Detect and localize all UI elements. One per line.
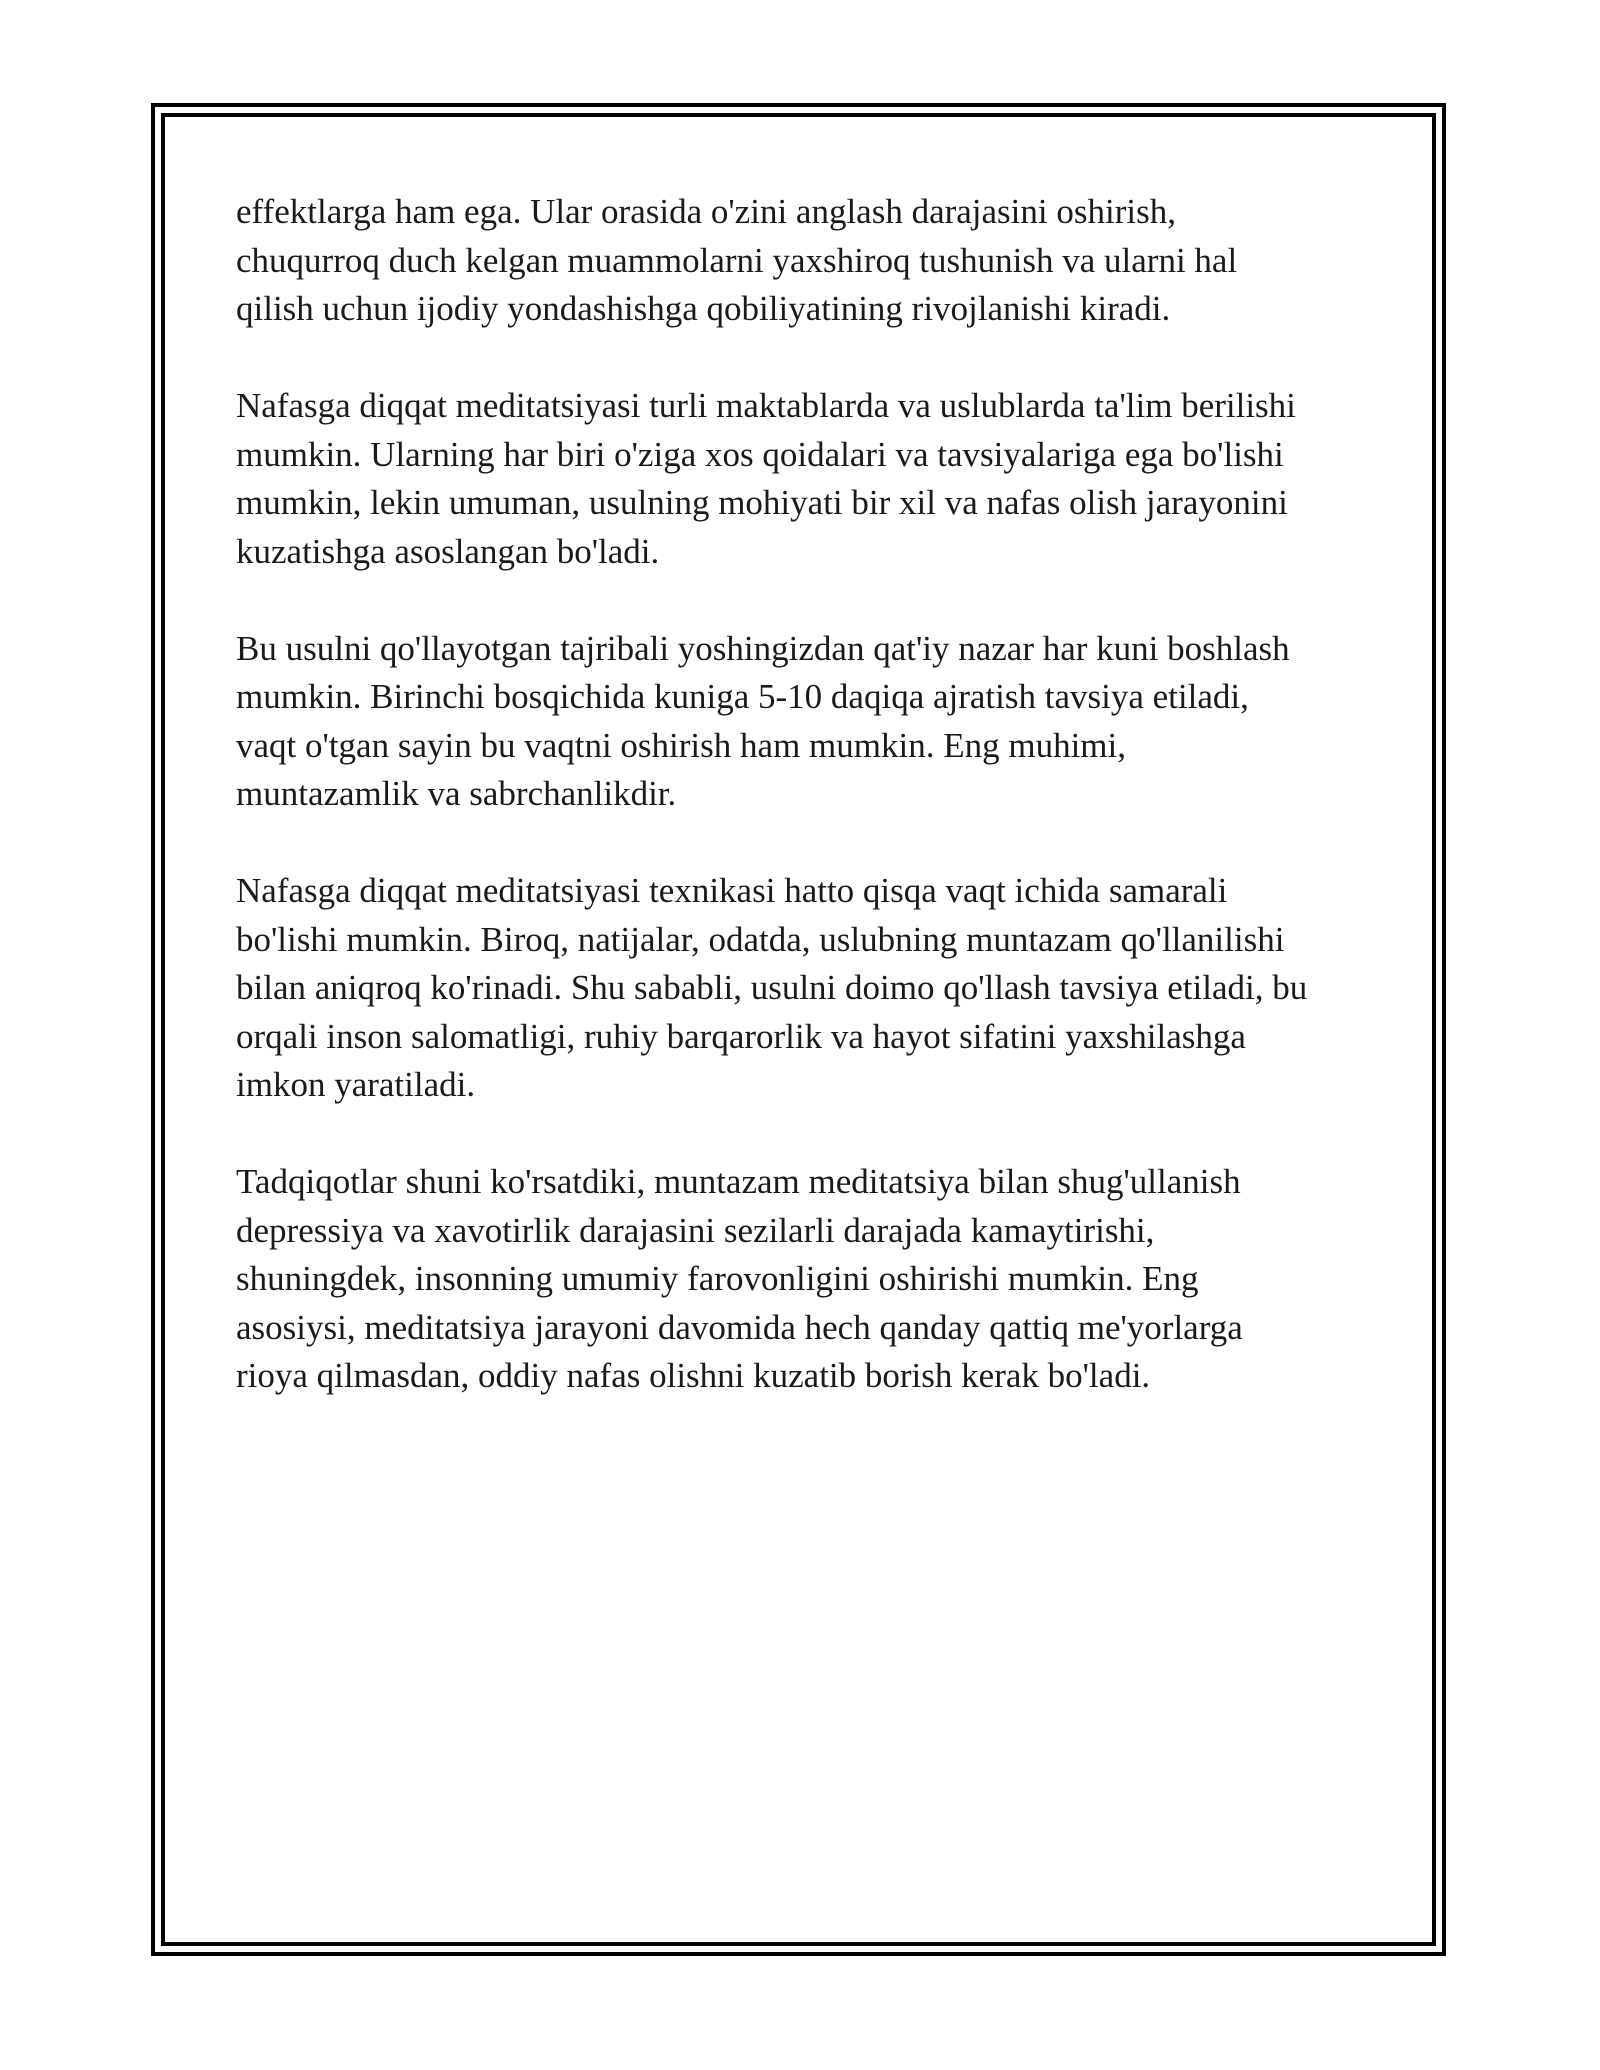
text-line: chuqurroq duch kelgan muammolarni yaxshiroq tushunish va ularni hal bbox=[236, 240, 1238, 280]
paragraph bbox=[236, 625, 1366, 819]
text-line: shuningdek, insonning umumiy farovonligini oshirishi mumkin. Eng bbox=[236, 1259, 1199, 1298]
text-line: Nafasga diqqat meditatsiyasi texnikasi hatto qisqa vaqt ichida samarali bbox=[236, 871, 1228, 910]
text-line: mumkin. Birinchi bosqichida kuniga 5-10 daqiqa ajratish tavsiya etiladi, bbox=[236, 677, 1249, 716]
text-line: Bu usulni qo'llayotgan tajribali yoshingizdan qat'iy nazar har kuni boshlash bbox=[236, 628, 1290, 668]
paragraph bbox=[236, 382, 1366, 576]
text-line: effektlarga ham ega. Ular orasida o'zini anglash darajasini oshirish, bbox=[236, 192, 1176, 231]
text-line: imkon yaratiladi. bbox=[236, 1065, 476, 1104]
text-line: mumkin, lekin umuman, usulning mohiyati bir xil va nafas olish jarayonini bbox=[236, 483, 1288, 522]
paragraph bbox=[236, 1158, 1366, 1401]
text-line: asosiysi, meditatsiya jarayoni davomida hech qanday qattiq me'yorlarga bbox=[236, 1307, 1243, 1347]
text-line: mumkin. Ularning har biri o'ziga xos qoidalari va tavsiyalariga ega bo'lishi bbox=[236, 434, 1284, 474]
paragraph bbox=[236, 867, 1366, 1110]
text-line: bilan aniqroq ko'rinadi. Shu sababli, usulni doimo qo'llash tavsiya etiladi, bu bbox=[236, 968, 1308, 1007]
text-line: qilish uchun ijodiy yondashishga qobiliyatining rivojlanishi kiradi. bbox=[236, 289, 1171, 328]
document-body bbox=[236, 188, 1366, 1449]
text-line: rioya qilmasdan, oddiy nafas olishni kuzatib borish kerak bo'ladi. bbox=[236, 1356, 1151, 1395]
text-line: muntazamlik va sabrchanlikdir. bbox=[236, 774, 677, 813]
text-line: orqali inson salomatligi, ruhiy barqarorlik va hayot sifatini yaxshilashga bbox=[236, 1016, 1246, 1056]
text-line: Tadqiqotlar shuni ko'rsatdiki, muntazam meditatsiya bilan shug'ullanish bbox=[236, 1162, 1241, 1201]
text-line: vaqt o'tgan sayin bu vaqtni oshirish ham mumkin. Eng muhimi, bbox=[236, 725, 1126, 765]
text-line: bo'lishi mumkin. Biroq, natijalar, odatda, uslubning muntazam qo'llanilishi bbox=[236, 919, 1285, 959]
text-line: Nafasga diqqat meditatsiyasi turli maktablarda va uslublarda ta'lim berilishi bbox=[236, 386, 1296, 425]
paragraph bbox=[236, 188, 1366, 334]
text-line: depressiya va xavotirlik darajasini sezilarli darajada kamaytirishi, bbox=[236, 1210, 1155, 1250]
text-line: kuzatishga asoslangan bo'ladi. bbox=[236, 531, 660, 571]
